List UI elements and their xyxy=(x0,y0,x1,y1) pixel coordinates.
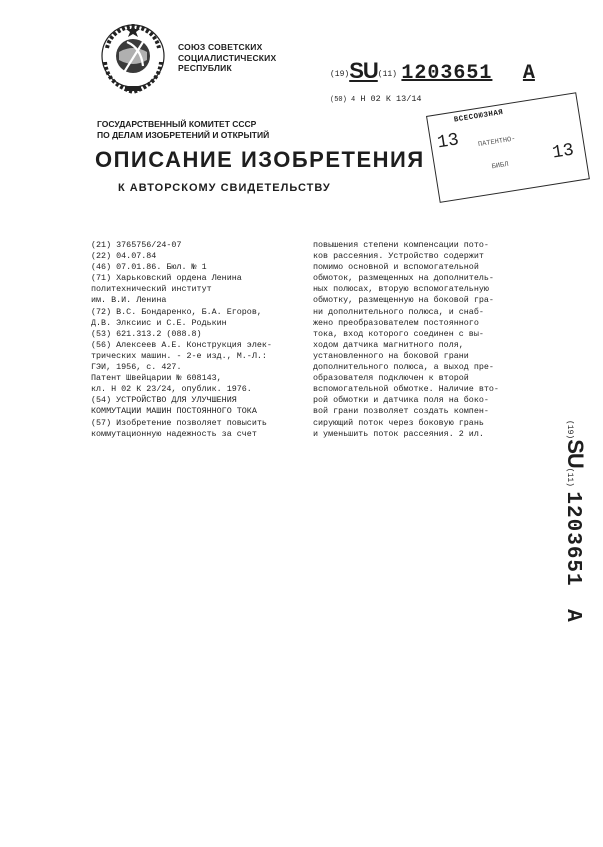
text-line: тока, вход которого соединен с вы- xyxy=(313,328,484,339)
side-country-code: SU xyxy=(563,439,588,468)
text-line: помимо основной и вспомогательной xyxy=(313,262,479,273)
text-line: (57) Изобретение позволяет повысить xyxy=(91,417,267,428)
text-line: ни дополнительного полюса, и снаб- xyxy=(313,306,484,317)
org-line: СОЦИАЛИСТИЧЕСКИХ xyxy=(178,52,277,63)
ipc-line xyxy=(330,94,422,104)
code-11: (11) xyxy=(377,70,397,79)
org-block xyxy=(178,42,276,74)
stamp-heading: ВСЕСОЮЗНАЯ xyxy=(453,108,505,125)
side-patent-text xyxy=(561,420,588,622)
text-line: ков рассеяния. Устройство содержит xyxy=(313,251,484,262)
patent-number: 1203651 xyxy=(401,62,493,85)
code-19: (19) xyxy=(330,70,350,79)
text-line: (53) 621.313.2 (088.8) xyxy=(91,328,202,339)
text-line: (72) В.С. Бондаренко, Б.А. Егоров, xyxy=(91,306,262,317)
right-column xyxy=(313,240,499,440)
org-line: СОЮЗ СОВЕТСКИХ xyxy=(178,42,263,52)
text-line: жено преобразователем постоянного xyxy=(313,317,479,328)
text-line: обмоток, размещенных на дополнитель- xyxy=(313,273,494,284)
text-line: дополнительного полюса, а выход пре- xyxy=(313,362,494,373)
text-line: образователя подключен к второй xyxy=(313,373,469,384)
ussr-emblem-icon xyxy=(97,22,169,96)
text-line: обмотку, размещенную на боковой гра- xyxy=(313,295,494,306)
text-line: рой обмотки и датчика поля на боко- xyxy=(313,395,489,406)
text-line: (21) 3765756/24-07 xyxy=(91,240,182,250)
patent-number-header xyxy=(330,58,535,84)
stamp-number-left: 13 xyxy=(435,130,461,154)
text-line: (54) УСТРОЙСТВО ДЛЯ УЛУЧШЕНИЯ xyxy=(91,395,237,406)
text-line: (71) Харьковский ордена Ленина xyxy=(91,273,242,284)
stamp-small-bottom: БИБЛ xyxy=(491,160,510,172)
side-patent-number: 1203651 xyxy=(561,491,584,587)
text-line: и уменьшить поток рассеяния. 2 ил. xyxy=(313,428,484,439)
text-line: им. В.И. Ленина xyxy=(91,295,167,306)
text-line: ных полюсах, вторую вспомогательную xyxy=(313,284,489,295)
text-line: Патент Швейцарии № 608143, xyxy=(91,373,222,384)
text-line: (46) 07.01.86. Бюл. № 1 xyxy=(91,262,207,273)
text-line: ГЭИ, 1956, с. 427. xyxy=(91,362,182,373)
document-subtitle: К АВТОРСКОМУ СВИДЕТЕЛЬСТВУ xyxy=(118,182,331,194)
text-line: сирующий поток через боковую грань xyxy=(313,417,484,428)
left-column xyxy=(91,240,272,440)
text-line: кл. Н 02 К 23/24, опублик. 1976. xyxy=(91,384,252,395)
library-stamp xyxy=(426,92,590,203)
org-line: РЕСПУБЛИК xyxy=(178,63,232,73)
text-line: установленного на боковой грани xyxy=(313,350,469,361)
country-code: SU xyxy=(349,58,378,83)
committee-block xyxy=(97,119,269,140)
side-code-19: (19) xyxy=(565,420,574,440)
text-line: вспомогательной обмотке. Наличие вто- xyxy=(313,384,499,395)
text-line: ходом датчика магнитного поля, xyxy=(313,339,464,350)
text-line: (22) 04.07.84 xyxy=(91,251,157,262)
committee-line: ГОСУДАРСТВЕННЫЙ КОМИТЕТ СССР xyxy=(97,119,257,129)
side-patent-kind: A xyxy=(561,609,584,622)
text-line: КОММУТАЦИИ МАШИН ПОСТОЯННОГО ТОКА xyxy=(91,406,257,417)
stamp-small-top: ПАТЕНТНО- xyxy=(477,135,517,150)
text-line: трических машин. - 2-е изд., М.-Л.: xyxy=(91,350,267,361)
ipc-code: (50) 4 xyxy=(330,96,356,104)
side-patent-label xyxy=(548,420,588,660)
document-title: ОПИСАНИЕ ИЗОБРЕТЕНИЯ xyxy=(95,147,425,172)
side-code-11: (11) xyxy=(565,467,574,487)
text-line: (56) Алексеев А.Е. Конструкция элек- xyxy=(91,339,272,350)
text-line: Д.В. Элксиис и С.Е. Родькин xyxy=(91,317,227,328)
text-line: коммутационную надежность за счет xyxy=(91,428,257,439)
ipc-class: Н 02 К 13/14 xyxy=(360,94,422,104)
patent-kind: A xyxy=(522,62,535,85)
committee-line: ПО ДЕЛАМ ИЗОБРЕТЕНИЙ И ОТКРЫТИЙ xyxy=(97,129,270,140)
text-line: политехнический институт xyxy=(91,284,212,295)
text-line: вой грани позволяет создать компен- xyxy=(313,406,489,417)
stamp-number-right: 13 xyxy=(550,140,576,164)
text-line: повышения степени компенсации пото- xyxy=(313,240,489,250)
